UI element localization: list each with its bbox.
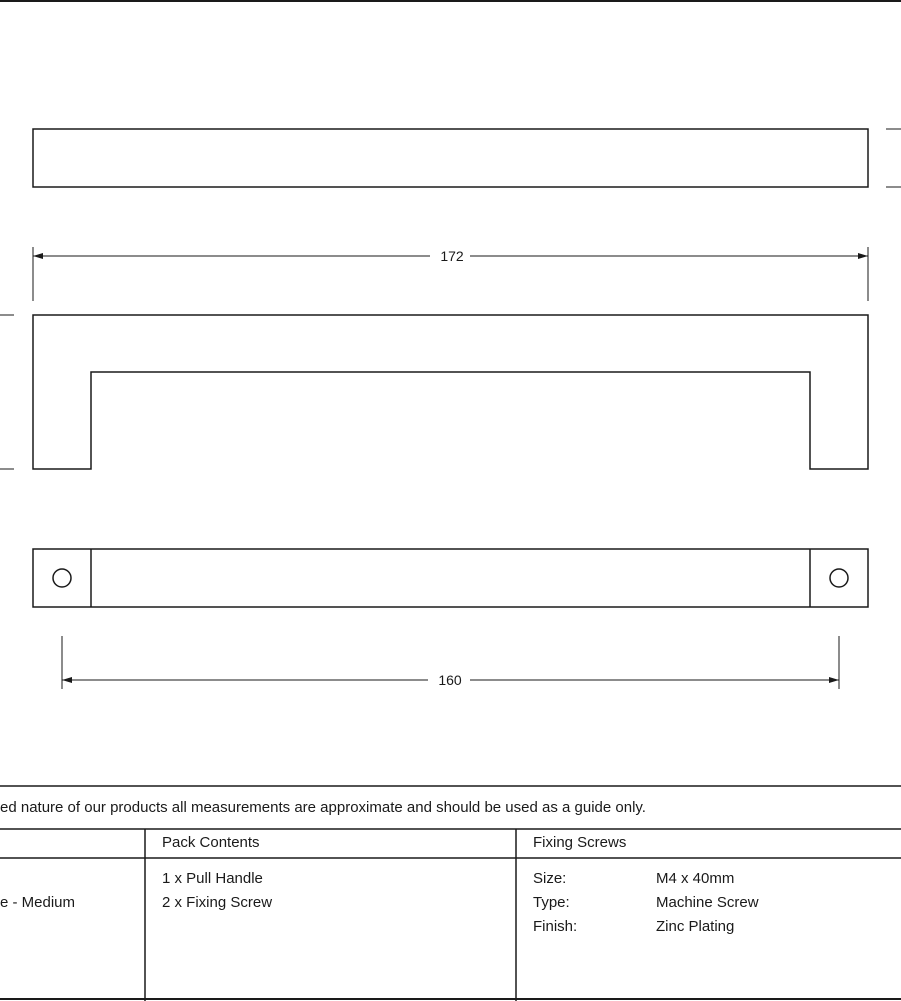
- dimension-arrowhead-right: [858, 253, 868, 259]
- disclaimer-text: ed nature of our products all measurements are approximate and should be used as a guide only.: [0, 799, 646, 816]
- overall-length-label: 172: [440, 248, 464, 264]
- handle-top-view: [33, 129, 868, 187]
- hole-centres-dimension: [62, 636, 839, 689]
- screw-size-value: M4 x 40mm: [656, 870, 735, 887]
- overall-length-dimension: [33, 247, 868, 301]
- screw-finish-value: Zinc Plating: [656, 918, 735, 935]
- pack-contents-item: 1 x Pull Handle: [162, 870, 263, 887]
- screw-finish-label: Finish:: [533, 918, 578, 935]
- dimension-arrowhead-right: [829, 677, 839, 683]
- screw-size-label: Size:: [533, 870, 567, 887]
- hole-centres-label: 160: [438, 672, 462, 688]
- handle-bottom-view: [33, 549, 868, 607]
- pack-contents-header: Pack Contents: [162, 834, 260, 851]
- fixing-screws-header: Fixing Screws: [533, 834, 627, 851]
- fixing-hole-right: [830, 569, 848, 587]
- fixing-hole-left: [53, 569, 71, 587]
- product-variant-value: e - Medium: [0, 894, 76, 911]
- dimension-arrowhead-left: [33, 253, 43, 259]
- screw-type-label: Type:: [533, 894, 570, 911]
- pack-contents-item: 2 x Fixing Screw: [162, 894, 273, 911]
- handle-front-view: [33, 315, 868, 469]
- screw-type-value: Machine Screw: [656, 894, 759, 911]
- dimension-arrowhead-left: [62, 677, 72, 683]
